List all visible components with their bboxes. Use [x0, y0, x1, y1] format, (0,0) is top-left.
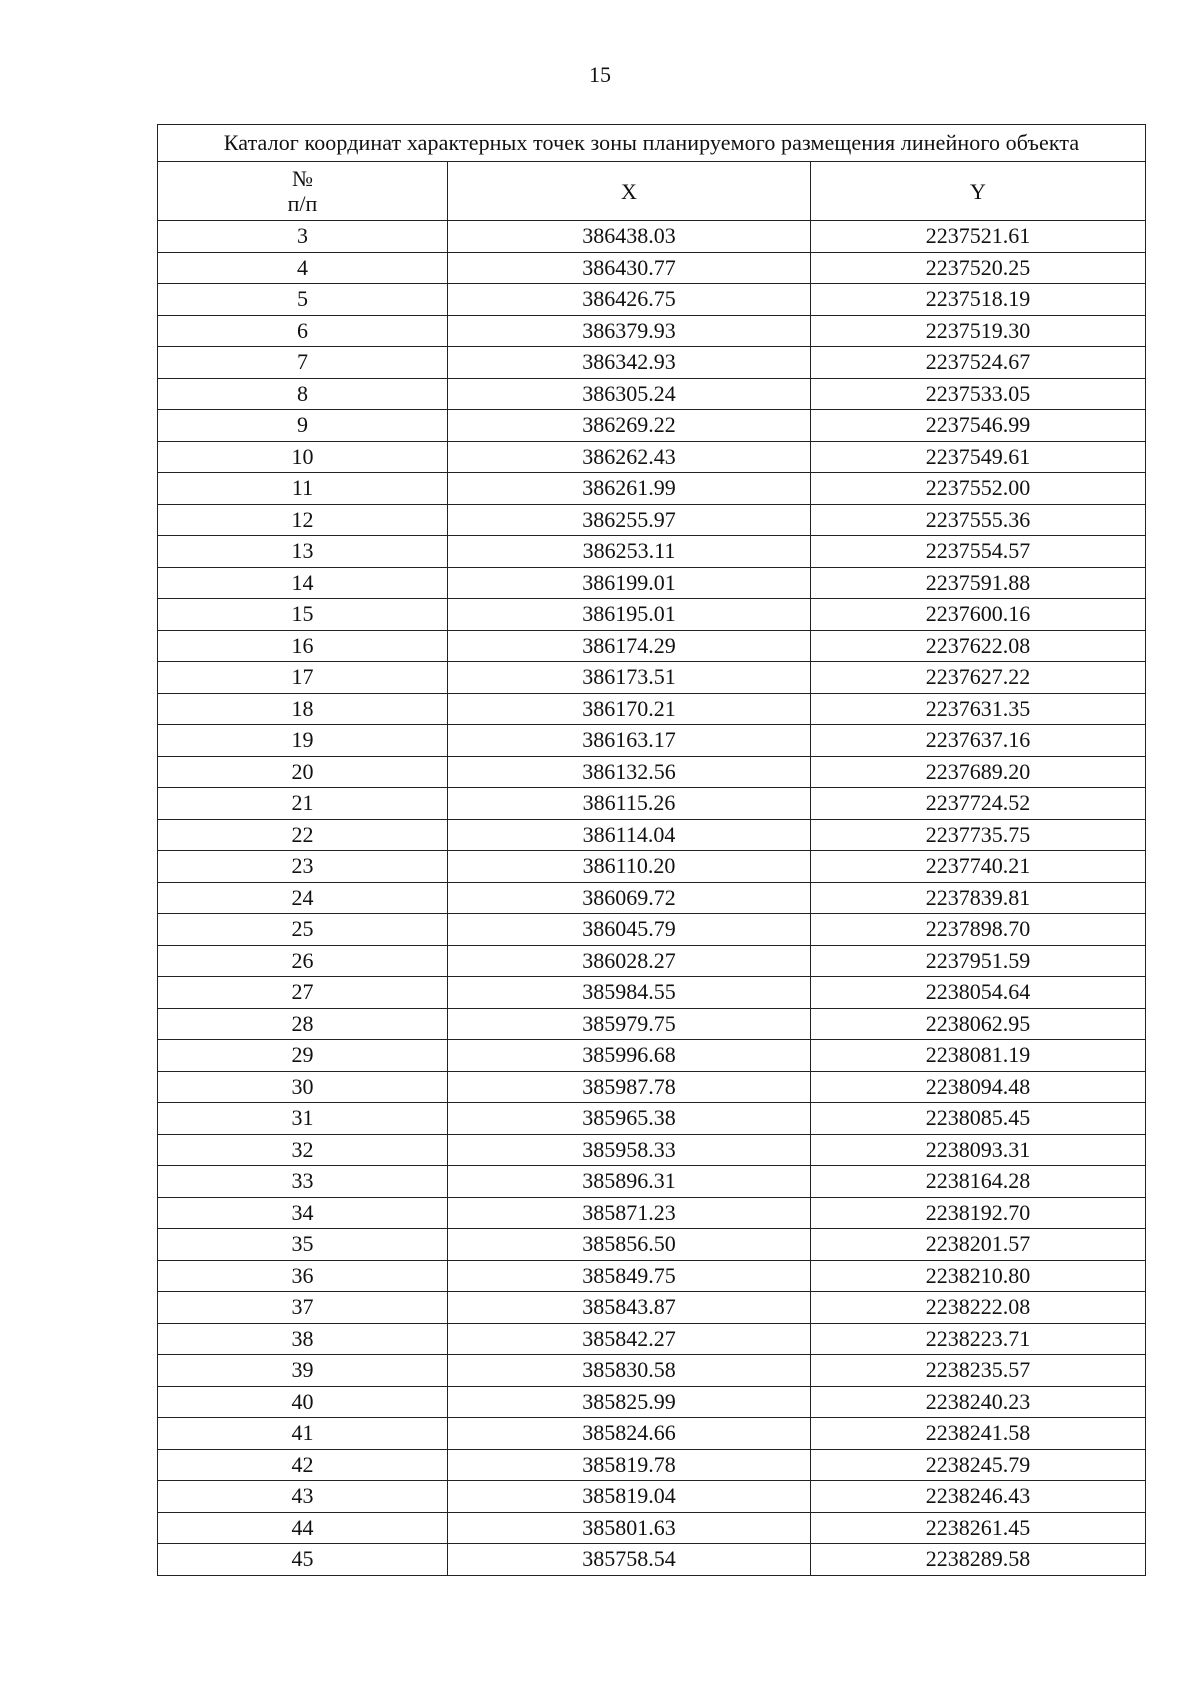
- x-coordinate-cell: 385996.68: [448, 1040, 811, 1072]
- point-number-cell: 39: [158, 1355, 448, 1387]
- y-coordinate-cell: 2237520.25: [811, 252, 1146, 284]
- table-row: [158, 252, 1146, 284]
- point-number-cell: 33: [158, 1166, 448, 1198]
- table-row: [158, 410, 1146, 442]
- point-number-cell: 43: [158, 1481, 448, 1513]
- x-coordinate-cell: 386199.01: [448, 567, 811, 599]
- point-number-cell: 19: [158, 725, 448, 757]
- x-coordinate-cell: 385896.31: [448, 1166, 811, 1198]
- page-number: 15: [589, 62, 611, 87]
- point-number-cell: 9: [158, 410, 448, 442]
- x-coordinate-cell: 385849.75: [448, 1260, 811, 1292]
- table-row: [158, 725, 1146, 757]
- y-coordinate-cell: 2237740.21: [811, 851, 1146, 883]
- x-coordinate-cell: 386174.29: [448, 630, 811, 662]
- x-coordinate-cell: 386379.93: [448, 315, 811, 347]
- point-number-cell: 14: [158, 567, 448, 599]
- y-coordinate-cell: 2238093.31: [811, 1134, 1146, 1166]
- y-coordinate-cell: 2238085.45: [811, 1103, 1146, 1135]
- point-number-cell: 20: [158, 756, 448, 788]
- table-row: [158, 1544, 1146, 1576]
- table-row: [158, 819, 1146, 851]
- x-coordinate-cell: 385871.23: [448, 1197, 811, 1229]
- column-header-number: [158, 162, 448, 221]
- table-body: [158, 221, 1146, 1576]
- table-row: [158, 1040, 1146, 1072]
- table-row: [158, 1292, 1146, 1324]
- x-coordinate-cell: 386261.99: [448, 473, 811, 505]
- y-coordinate-cell: 2238094.48: [811, 1071, 1146, 1103]
- y-coordinate-cell: 2238245.79: [811, 1449, 1146, 1481]
- y-coordinate-cell: 2238210.80: [811, 1260, 1146, 1292]
- y-coordinate-cell: 2238261.45: [811, 1512, 1146, 1544]
- point-number-cell: 24: [158, 882, 448, 914]
- point-number-cell: 12: [158, 504, 448, 536]
- table-row: [158, 756, 1146, 788]
- table-row: [158, 630, 1146, 662]
- point-number-cell: 31: [158, 1103, 448, 1135]
- y-coordinate-cell: 2237622.08: [811, 630, 1146, 662]
- point-number-cell: 11: [158, 473, 448, 505]
- y-coordinate-cell: 2238241.58: [811, 1418, 1146, 1450]
- column-header-y: Y: [811, 162, 1146, 221]
- table-row: [158, 662, 1146, 694]
- x-coordinate-cell: 386170.21: [448, 693, 811, 725]
- y-coordinate-cell: 2237555.36: [811, 504, 1146, 536]
- y-coordinate-cell: 2238201.57: [811, 1229, 1146, 1261]
- table-row: [158, 1071, 1146, 1103]
- x-coordinate-cell: 386110.20: [448, 851, 811, 883]
- y-coordinate-cell: 2237524.67: [811, 347, 1146, 379]
- y-coordinate-cell: 2238054.64: [811, 977, 1146, 1009]
- x-coordinate-cell: 386438.03: [448, 221, 811, 253]
- table-row: [158, 977, 1146, 1009]
- table-header-row: [158, 162, 1146, 221]
- y-coordinate-cell: 2238223.71: [811, 1323, 1146, 1355]
- table-row: [158, 1449, 1146, 1481]
- x-coordinate-cell: 386069.72: [448, 882, 811, 914]
- point-number-cell: 26: [158, 945, 448, 977]
- point-number-cell: 8: [158, 378, 448, 410]
- point-number-cell: 30: [158, 1071, 448, 1103]
- point-number-cell: 3: [158, 221, 448, 253]
- point-number-cell: 7: [158, 347, 448, 379]
- point-number-cell: 38: [158, 1323, 448, 1355]
- table-row: [158, 1481, 1146, 1513]
- y-coordinate-cell: 2238192.70: [811, 1197, 1146, 1229]
- point-number-cell: 15: [158, 599, 448, 631]
- x-coordinate-cell: 386269.22: [448, 410, 811, 442]
- table-row: [158, 788, 1146, 820]
- table-row: [158, 221, 1146, 253]
- x-coordinate-cell: 386262.43: [448, 441, 811, 473]
- point-number-cell: 10: [158, 441, 448, 473]
- y-coordinate-cell: 2237552.00: [811, 473, 1146, 505]
- table-row: [158, 1512, 1146, 1544]
- table-row: [158, 599, 1146, 631]
- point-number-cell: 42: [158, 1449, 448, 1481]
- x-coordinate-cell: 385856.50: [448, 1229, 811, 1261]
- table-row: [158, 473, 1146, 505]
- table-row: [158, 378, 1146, 410]
- x-coordinate-cell: 386045.79: [448, 914, 811, 946]
- point-number-cell: 27: [158, 977, 448, 1009]
- table-row: [158, 851, 1146, 883]
- point-number-cell: 40: [158, 1386, 448, 1418]
- table-row: [158, 1166, 1146, 1198]
- y-coordinate-cell: 2237898.70: [811, 914, 1146, 946]
- table-row: [158, 504, 1146, 536]
- y-coordinate-cell: 2238235.57: [811, 1355, 1146, 1387]
- table-row: [158, 536, 1146, 568]
- y-coordinate-cell: 2238246.43: [811, 1481, 1146, 1513]
- x-coordinate-cell: 386430.77: [448, 252, 811, 284]
- x-coordinate-cell: 385801.63: [448, 1512, 811, 1544]
- x-coordinate-cell: 386195.01: [448, 599, 811, 631]
- coordinate-catalog-table: [157, 124, 1146, 1576]
- x-coordinate-cell: 385843.87: [448, 1292, 811, 1324]
- y-coordinate-cell: 2237549.61: [811, 441, 1146, 473]
- x-coordinate-cell: 385842.27: [448, 1323, 811, 1355]
- y-coordinate-cell: 2238081.19: [811, 1040, 1146, 1072]
- x-coordinate-cell: 386163.17: [448, 725, 811, 757]
- table-row: [158, 315, 1146, 347]
- y-coordinate-cell: 2237839.81: [811, 882, 1146, 914]
- x-coordinate-cell: 385758.54: [448, 1544, 811, 1576]
- table-row: [158, 1229, 1146, 1261]
- point-number-cell: 28: [158, 1008, 448, 1040]
- x-coordinate-cell: 385958.33: [448, 1134, 811, 1166]
- y-coordinate-cell: 2237600.16: [811, 599, 1146, 631]
- point-number-cell: 25: [158, 914, 448, 946]
- y-coordinate-cell: 2238240.23: [811, 1386, 1146, 1418]
- table-caption-row: [158, 125, 1146, 162]
- point-number-cell: 36: [158, 1260, 448, 1292]
- x-coordinate-cell: 385824.66: [448, 1418, 811, 1450]
- y-coordinate-cell: 2237521.61: [811, 221, 1146, 253]
- table-row: [158, 284, 1146, 316]
- point-number-cell: 41: [158, 1418, 448, 1450]
- column-header-number-abbr: п/п: [287, 191, 318, 216]
- x-coordinate-cell: 385830.58: [448, 1355, 811, 1387]
- x-coordinate-cell: 385984.55: [448, 977, 811, 1009]
- point-number-cell: 35: [158, 1229, 448, 1261]
- y-coordinate-cell: 2237518.19: [811, 284, 1146, 316]
- y-coordinate-cell: 2237735.75: [811, 819, 1146, 851]
- x-coordinate-cell: 385987.78: [448, 1071, 811, 1103]
- y-coordinate-cell: 2237554.57: [811, 536, 1146, 568]
- table-row: [158, 1197, 1146, 1229]
- x-coordinate-cell: 386255.97: [448, 504, 811, 536]
- y-coordinate-cell: 2238164.28: [811, 1166, 1146, 1198]
- table-row: [158, 693, 1146, 725]
- x-coordinate-cell: 385965.38: [448, 1103, 811, 1135]
- table-row: [158, 1103, 1146, 1135]
- x-coordinate-cell: 385819.04: [448, 1481, 811, 1513]
- table-row: [158, 441, 1146, 473]
- point-number-cell: 22: [158, 819, 448, 851]
- column-header-x: X: [448, 162, 811, 221]
- x-coordinate-cell: 386305.24: [448, 378, 811, 410]
- point-number-cell: 18: [158, 693, 448, 725]
- table-row: [158, 347, 1146, 379]
- point-number-cell: 4: [158, 252, 448, 284]
- point-number-cell: 13: [158, 536, 448, 568]
- table-row: [158, 1386, 1146, 1418]
- point-number-cell: 17: [158, 662, 448, 694]
- x-coordinate-cell: 386173.51: [448, 662, 811, 694]
- point-number-cell: 29: [158, 1040, 448, 1072]
- point-number-cell: 44: [158, 1512, 448, 1544]
- table-row: [158, 1323, 1146, 1355]
- y-coordinate-cell: 2237631.35: [811, 693, 1146, 725]
- table-row: [158, 567, 1146, 599]
- table-row: [158, 1008, 1146, 1040]
- table-row: [158, 1134, 1146, 1166]
- y-coordinate-cell: 2238062.95: [811, 1008, 1146, 1040]
- y-coordinate-cell: 2237546.99: [811, 410, 1146, 442]
- x-coordinate-cell: 386132.56: [448, 756, 811, 788]
- x-coordinate-cell: 386426.75: [448, 284, 811, 316]
- point-number-cell: 45: [158, 1544, 448, 1576]
- x-coordinate-cell: 386028.27: [448, 945, 811, 977]
- y-coordinate-cell: 2237637.16: [811, 725, 1146, 757]
- point-number-cell: 34: [158, 1197, 448, 1229]
- x-coordinate-cell: 386114.04: [448, 819, 811, 851]
- table-caption: Каталог координат характерных точек зоны планируемого размещения линейного объекта: [158, 125, 1146, 162]
- point-number-cell: 16: [158, 630, 448, 662]
- y-coordinate-cell: 2237689.20: [811, 756, 1146, 788]
- y-coordinate-cell: 2237519.30: [811, 315, 1146, 347]
- y-coordinate-cell: 2237724.52: [811, 788, 1146, 820]
- table-row: [158, 882, 1146, 914]
- x-coordinate-cell: 386342.93: [448, 347, 811, 379]
- point-number-cell: 5: [158, 284, 448, 316]
- y-coordinate-cell: 2237627.22: [811, 662, 1146, 694]
- y-coordinate-cell: 2237951.59: [811, 945, 1146, 977]
- y-coordinate-cell: 2237533.05: [811, 378, 1146, 410]
- point-number-cell: 37: [158, 1292, 448, 1324]
- y-coordinate-cell: 2237591.88: [811, 567, 1146, 599]
- point-number-cell: 6: [158, 315, 448, 347]
- y-coordinate-cell: 2238289.58: [811, 1544, 1146, 1576]
- table-row: [158, 945, 1146, 977]
- table-row: [158, 914, 1146, 946]
- table-row: [158, 1355, 1146, 1387]
- point-number-cell: 32: [158, 1134, 448, 1166]
- table-row: [158, 1260, 1146, 1292]
- x-coordinate-cell: 385825.99: [448, 1386, 811, 1418]
- table-row: [158, 1418, 1146, 1450]
- point-number-cell: 21: [158, 788, 448, 820]
- x-coordinate-cell: 386253.11: [448, 536, 811, 568]
- x-coordinate-cell: 386115.26: [448, 788, 811, 820]
- x-coordinate-cell: 385979.75: [448, 1008, 811, 1040]
- point-number-cell: 23: [158, 851, 448, 883]
- y-coordinate-cell: 2238222.08: [811, 1292, 1146, 1324]
- column-header-number-symbol: №: [292, 166, 313, 191]
- x-coordinate-cell: 385819.78: [448, 1449, 811, 1481]
